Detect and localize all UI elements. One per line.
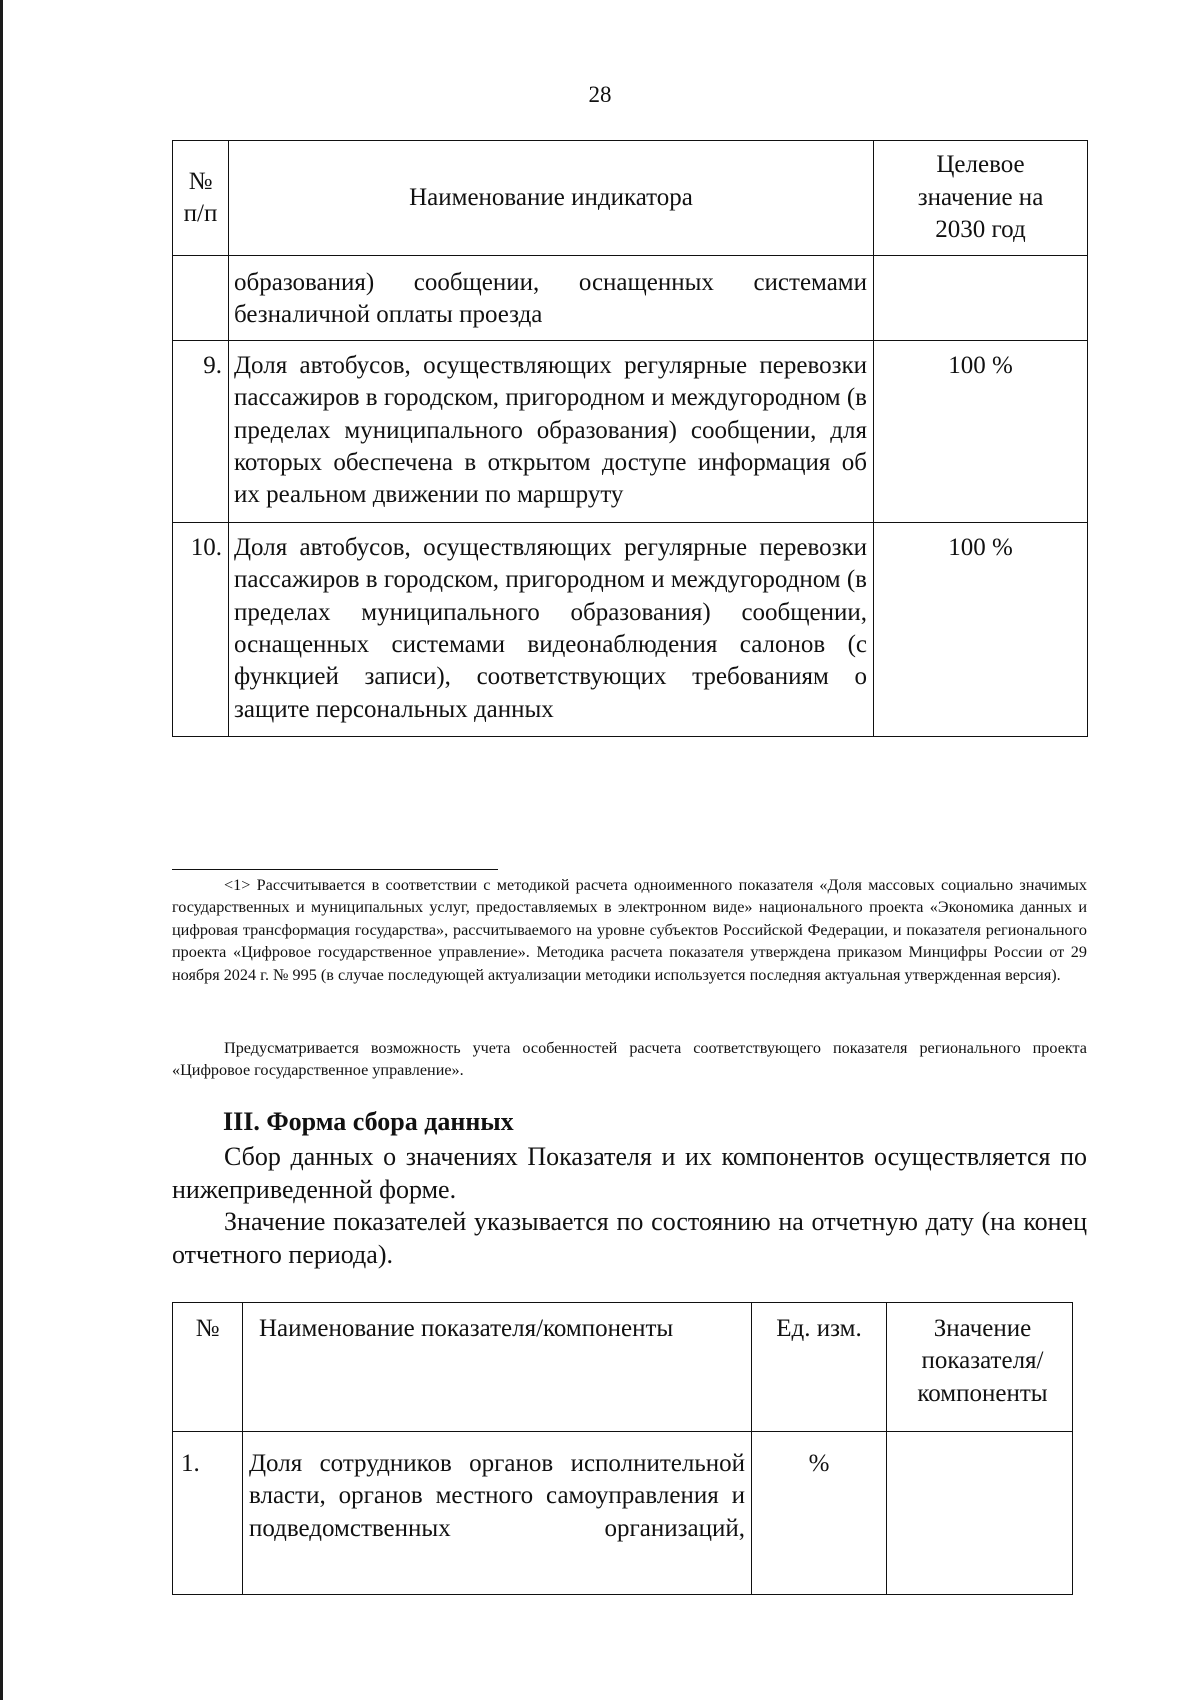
- section-heading: III. Форма сбора данных: [223, 1107, 514, 1136]
- header-value: Значение показателя/ компоненты: [887, 1303, 1073, 1432]
- indicator-table: [172, 140, 1088, 737]
- row-num: 10.: [173, 522, 229, 736]
- row-indicator-name: Доля автобусов, осуществляющих регулярные перевозки пассажиров в городском, пригородном и междугородном (в пределах муниципального образования) сообщении, оснащенных системами видеонаблюдения салонов (с функцией записи), соответствующих требованиям о защите персональных данных: [229, 522, 874, 736]
- row-num: [173, 256, 229, 341]
- row-indicator-name: Доля автобусов, осуществляющих регулярные перевозки пассажиров в городском, пригородном и междугородном (в пределах муниципального образования) сообщении, для которых обеспечена в открытом доступе информация об их реальном движении по маршруту: [229, 340, 874, 522]
- footnote-1: <1> Рассчитывается в соответствии с методикой расчета одноименного показателя «Доля массовых социально значимых государственных и муниципальных услуг, предоставляемых в электронном виде» национального проекта «Экономика данных и цифровая трансформация государства», рассчитываемого на уровне субъектов Российской Федерации, и показателя регионального проекта «Цифровое государственное управление». Методика расчета показателя утверждена приказом Минцифры России от 29 ноября 2024 г. № 995 (в случае последующей актуализации методики используется последняя актуальная утвержденная версия).: [172, 876, 1087, 984]
- table-row: [173, 522, 1088, 736]
- page-number: 28: [588, 82, 612, 107]
- header-unit: Ед. изм.: [752, 1303, 887, 1432]
- row-target-value: [874, 256, 1088, 341]
- form-table-header-row: [173, 1303, 1073, 1432]
- row-value: [887, 1432, 1073, 1595]
- row-indicator-component-name: Доля сотрудников органов исполнительной власти, органов местного самоуправления и подведомственных организаций,: [243, 1432, 752, 1595]
- footnote-2: Предусматривается возможность учета особенностей расчета соответствующего показателя регионального проекта «Цифровое государственное управление».: [172, 1039, 1087, 1080]
- header-num: № п/п: [173, 141, 229, 256]
- row-num: 9.: [173, 340, 229, 522]
- header-num: №: [173, 1303, 243, 1432]
- table-row: [173, 1432, 1073, 1595]
- data-collection-form-table: [172, 1302, 1073, 1595]
- table-row: [173, 256, 1088, 341]
- header-target-value: Целевое значение на 2030 год: [874, 141, 1088, 256]
- footnote-divider: [172, 869, 498, 870]
- table-row: [173, 340, 1088, 522]
- row-unit: %: [752, 1432, 887, 1595]
- section-paragraph-2: Значение показателей указывается по состоянию на отчетную дату (на конец отчетного периода).: [172, 1207, 1087, 1269]
- row-target-value: 100 %: [874, 522, 1088, 736]
- section-paragraph-1: Сбор данных о значениях Показателя и их компонентов осуществляется по нижеприведенной форме.: [172, 1142, 1087, 1204]
- row-indicator-name: образования) сообщении, оснащенных системами безналичной оплаты проезда: [229, 256, 874, 341]
- header-indicator-name: Наименование индикатора: [229, 141, 874, 256]
- row-target-value: 100 %: [874, 340, 1088, 522]
- row-num: 1.: [173, 1432, 243, 1595]
- indicator-table-header-row: [173, 141, 1088, 256]
- scan-left-edge: [0, 0, 3, 1700]
- header-indicator-component-name: Наименование показателя/компоненты: [243, 1303, 752, 1432]
